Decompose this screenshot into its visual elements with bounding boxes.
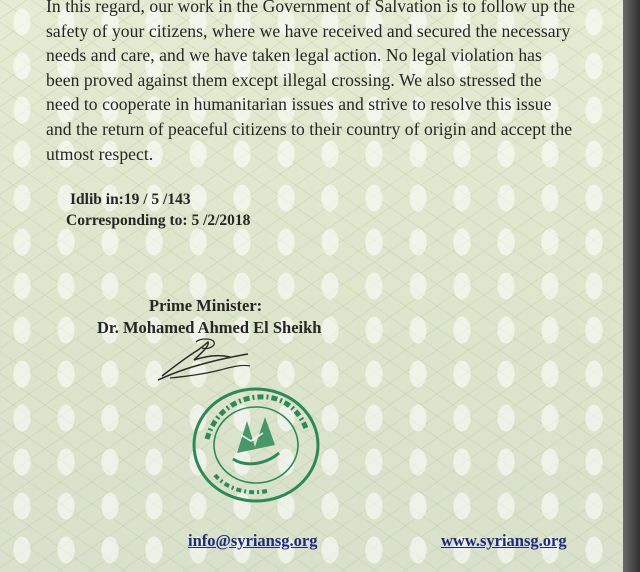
date-gregorian: Corresponding to: 5 /2/2018 (66, 212, 251, 229)
official-stamp (189, 383, 323, 507)
letter-body-paragraph (46, 0, 616, 166)
paragraph-line: safety of your citizens, where we have received and secured the necessary (46, 20, 571, 41)
paragraph-line: need to cooperate in humanitarian issues and strive to resolve this issue (46, 94, 552, 115)
paragraph-line: needs and care, and we have taken legal action. No legal violation has (46, 45, 542, 66)
paragraph-line: utmost respect. (46, 143, 154, 164)
paragraph-line: been proved against them except illegal crossing. We also stressed the (46, 69, 542, 90)
date-hijri: Idlib in:19 / 5 /143 (70, 191, 191, 208)
signatory-title: Prime Minister: (149, 296, 263, 315)
email-link[interactable]: info@syriansg.org (188, 531, 318, 550)
page-edge-shadow (623, 0, 640, 572)
website-link[interactable]: www.syriansg.org (441, 531, 567, 550)
handwritten-signature (150, 336, 260, 386)
signatory-name: Dr. Mohamed Ahmed El Sheikh (97, 318, 322, 337)
paragraph-line: In this regard, our work in the Government of Salvation is to follow up the (46, 0, 576, 16)
paragraph-line: and the return of peaceful citizens to their country of origin and accept the (46, 118, 573, 139)
